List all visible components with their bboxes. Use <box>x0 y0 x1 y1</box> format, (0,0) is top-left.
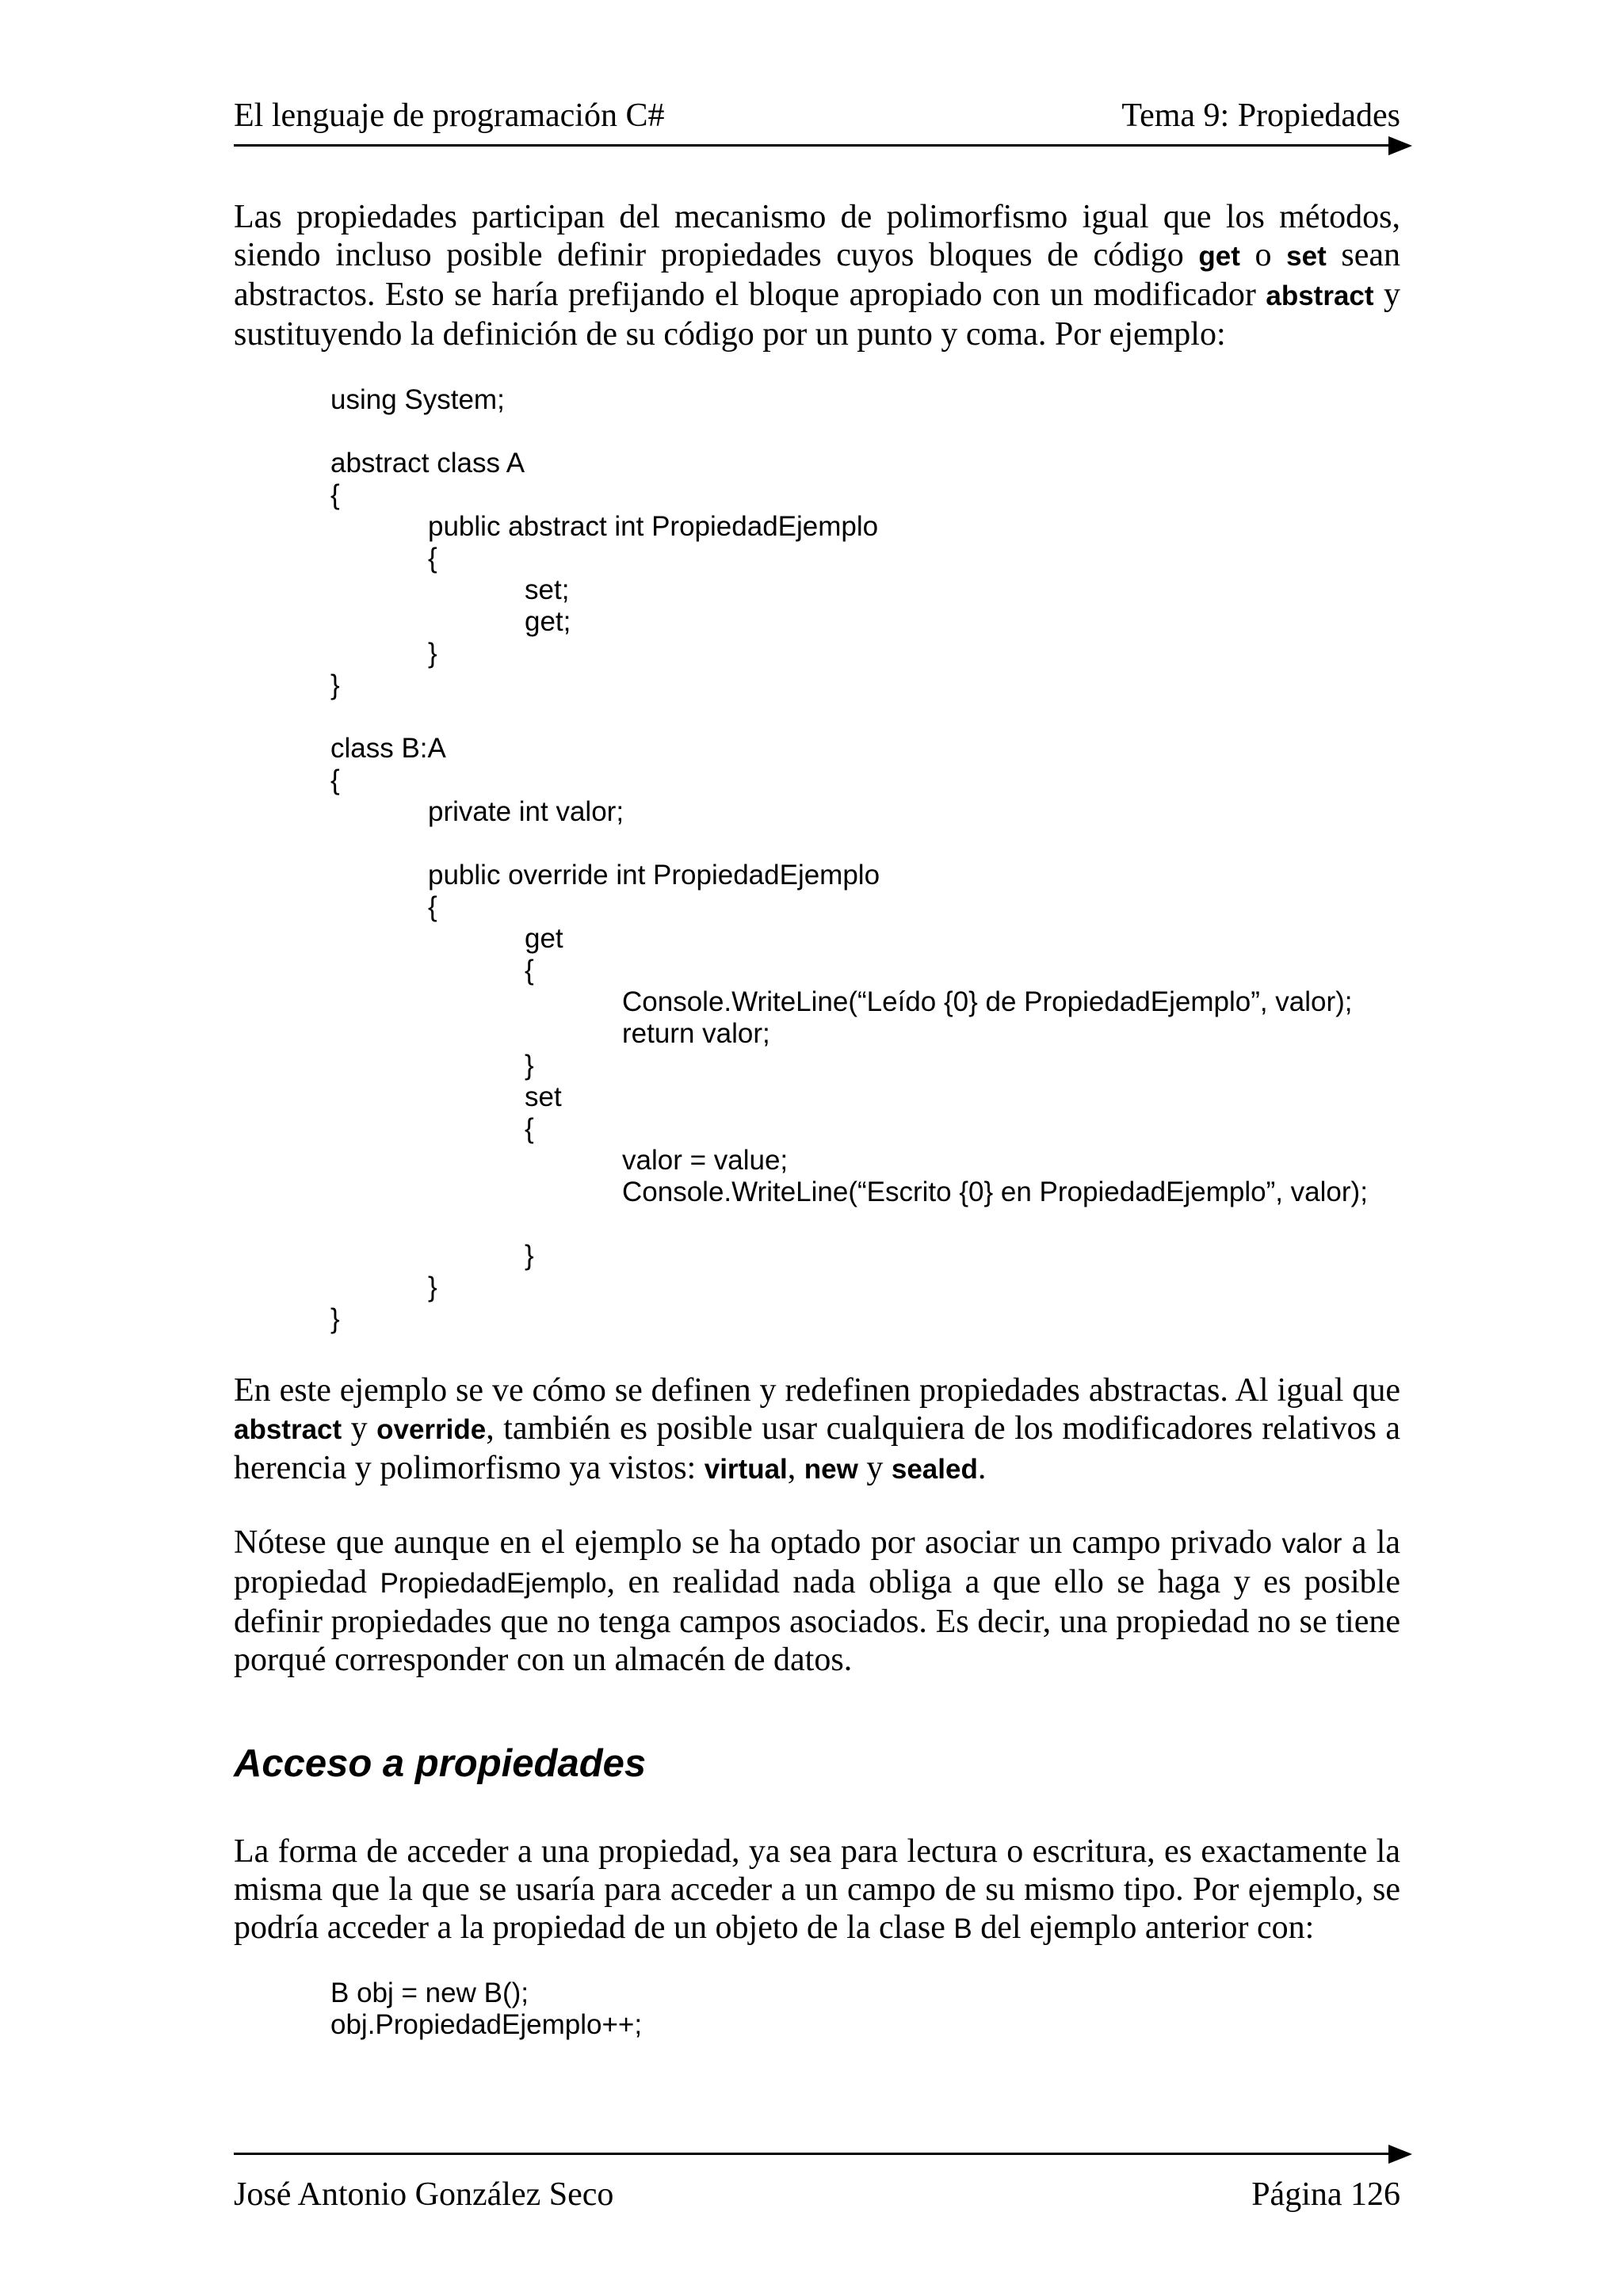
code-line-blank <box>330 416 1368 448</box>
text-run: y <box>857 1450 892 1486</box>
page-footer <box>234 2176 1400 2214</box>
keyword-set: set <box>1286 241 1327 272</box>
text-run: , <box>787 1450 804 1486</box>
header-rule <box>234 144 1392 147</box>
code-line-blank <box>330 1208 1368 1240</box>
code-line: } <box>525 1240 534 1271</box>
keyword-abstract: abstract <box>1266 280 1374 311</box>
keyword-new: new <box>804 1454 858 1485</box>
text-run: sean abstractos. Esto se haría prefijando el bloque apropiado con un modificador <box>234 237 1400 313</box>
text-run: o <box>1239 237 1287 273</box>
text-run: , también es posible usar cualquiera de los modificadores relativos a herencia y polimorfismo ya vistos: <box>234 1410 1401 1486</box>
code-line: get <box>525 923 563 954</box>
header-chapter-title: Tema 9: Propiedades <box>1121 97 1400 134</box>
identifier-valor: valor <box>1281 1528 1342 1559</box>
code-listing-access <box>330 1978 642 2041</box>
code-line: abstract class A <box>330 448 525 479</box>
code-line: } <box>330 1303 340 1334</box>
text-run: Nótese que aunque en el ejemplo se ha optado por asociar un campo privado <box>234 1524 1282 1561</box>
page-header <box>234 97 1400 135</box>
code-line: set <box>525 1081 562 1112</box>
code-line: class B:A <box>330 733 446 764</box>
section-heading: Acceso a propiedades <box>234 1742 647 1785</box>
code-line: } <box>330 669 340 700</box>
paragraph-field-note <box>234 1524 1400 1679</box>
code-line: } <box>428 638 437 669</box>
text-run: Las propiedades participan del mecanismo de polimorfismo igual que los métodos, siendo incluso posible definir propiedades cuyos bloques de código <box>234 199 1400 273</box>
code-line: obj.PropiedadEjemplo++; <box>330 2009 643 2040</box>
code-line: public abstract int PropiedadEjemplo <box>428 511 879 542</box>
code-line: { <box>428 543 437 574</box>
footer-rule <box>234 2153 1392 2155</box>
text-run: y sustituyendo la definición de su código por un punto y coma. Por ejemplo: <box>234 277 1401 353</box>
code-line: private int valor; <box>428 796 624 827</box>
code-line: } <box>428 1272 437 1302</box>
code-line: return valor; <box>622 1018 770 1049</box>
code-line-blank <box>330 701 1368 733</box>
text-run: del ejemplo anterior con: <box>972 1909 1315 1946</box>
code-line: { <box>428 891 437 922</box>
code-line: { <box>525 955 534 986</box>
footer-author: José Antonio González Seco <box>234 2176 614 2213</box>
code-line: public override int PropiedadEjemplo <box>428 860 880 891</box>
paragraph-access <box>234 1833 1400 1948</box>
code-line: { <box>330 765 340 795</box>
text-run: En este ejemplo se ve cómo se definen y redefinen propiedades abstractas. Al igual que <box>234 1372 1400 1409</box>
header-book-title: El lenguaje de programación C# <box>234 97 665 134</box>
code-line: get; <box>525 606 571 637</box>
header-arrow-icon <box>1388 136 1412 155</box>
code-line: { <box>525 1113 534 1144</box>
text-run: La forma de acceder a una propiedad, ya sea para lectura o escritura, es exactamente la misma que la que se usaría para acceder a un campo de su mismo tipo. Por ejemplo, se podría acceder a la propiedad de un objeto de la clase <box>234 1833 1400 1946</box>
code-line: using System; <box>330 384 505 415</box>
text-run: y <box>342 1410 377 1447</box>
code-line: set; <box>525 574 570 605</box>
paragraph-intro <box>234 198 1400 353</box>
paragraph-abstract-explanation <box>234 1371 1400 1489</box>
text-run: . <box>977 1450 987 1486</box>
code-line: Console.WriteLine(“Leído {0} de PropiedadEjemplo”, valor); <box>622 986 1353 1017</box>
keyword-abstract: abstract <box>234 1414 342 1445</box>
code-line: } <box>525 1050 534 1081</box>
keyword-sealed: sealed <box>891 1454 978 1485</box>
code-listing-abstract-properties <box>330 384 1368 1335</box>
code-line: B obj = new B(); <box>330 1978 529 2008</box>
code-line: Console.WriteLine(“Escrito {0} en PropiedadEjemplo”, valor); <box>622 1177 1368 1207</box>
text-run: a la propiedad <box>234 1524 1401 1600</box>
identifier-propiedad-ejemplo: PropiedadEjemplo <box>380 1568 607 1599</box>
identifier-class-b: B <box>953 1913 972 1944</box>
code-line: valor = value; <box>622 1145 789 1176</box>
keyword-override: override <box>376 1414 487 1445</box>
code-line-blank <box>330 828 1368 860</box>
keyword-get: get <box>1198 241 1240 272</box>
footer-arrow-icon <box>1388 2145 1412 2164</box>
footer-page-number: Página 126 <box>1251 2176 1400 2213</box>
text-run: , en realidad nada obliga a que ello se haga y es posible definir propiedades que no tenga campos asociados. Es decir, una propiedad no se tiene porqué corresponder con un almacén de datos. <box>234 1564 1400 1678</box>
keyword-virtual: virtual <box>704 1454 788 1485</box>
code-line: { <box>330 479 340 510</box>
